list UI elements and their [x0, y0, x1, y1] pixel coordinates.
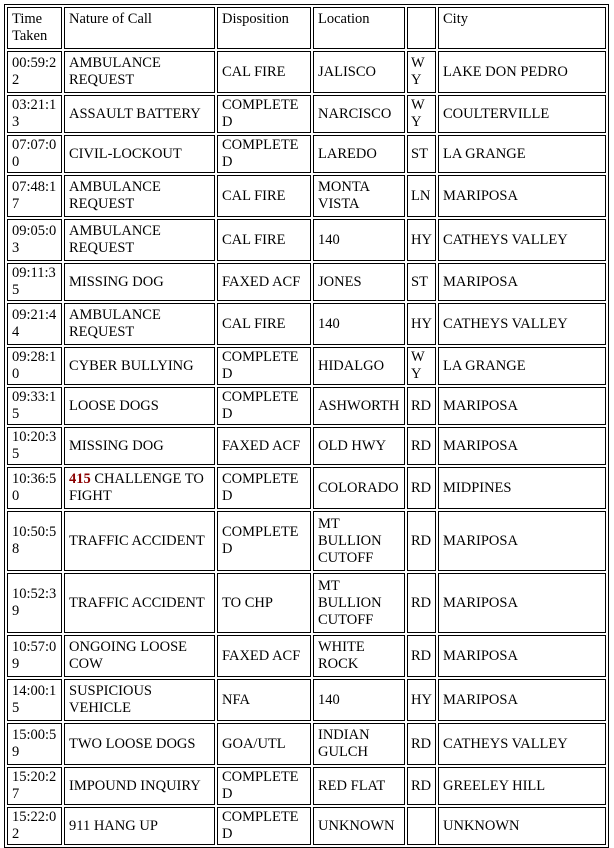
table-row	[7, 135, 606, 173]
nature-text: ASSAULT BATTERY	[69, 105, 201, 122]
cell-disposition: COMPLETED	[217, 95, 311, 133]
call-rows	[7, 51, 606, 845]
cell-street-suffix: LN	[407, 175, 436, 217]
nature-text: CIVIL-LOCKOUT	[69, 145, 182, 162]
cell-location: 140	[313, 219, 405, 261]
cell-disposition: FAXED ACF	[217, 427, 311, 465]
cell-location: WHITE ROCK	[313, 635, 405, 677]
cell-nature-of-call	[64, 175, 215, 217]
cell-nature-of-call	[64, 427, 215, 465]
cell-disposition: CAL FIRE	[217, 175, 311, 217]
cell-location: INDIAN GULCH	[313, 723, 405, 765]
cell-street-suffix: RD	[407, 635, 436, 677]
cell-location: 140	[313, 303, 405, 345]
cell-city: GREELEY HILL	[438, 767, 606, 805]
cell-disposition: TO CHP	[217, 573, 311, 633]
nature-text: MISSING DOG	[69, 273, 164, 290]
cell-city: COULTERVILLE	[438, 95, 606, 133]
cell-street-suffix: HY	[407, 679, 436, 721]
header-time: Time Taken	[7, 7, 62, 49]
cell-nature-of-call	[64, 807, 215, 845]
nature-text: TRAFFIC ACCIDENT	[69, 594, 205, 611]
cell-location: HIDALGO	[313, 347, 405, 385]
table-row	[7, 219, 606, 261]
cell-city: LAKE DON PEDRO	[438, 51, 606, 93]
cell-street-suffix: RD	[407, 573, 436, 633]
cell-nature-of-call	[64, 303, 215, 345]
cell-time: 07:07:00	[7, 135, 62, 173]
cell-time: 07:48:17	[7, 175, 62, 217]
cell-city: UNKNOWN	[438, 807, 606, 845]
cell-location: NARCISCO	[313, 95, 405, 133]
cell-street-suffix: RD	[407, 767, 436, 805]
cell-street-suffix: WY	[407, 347, 436, 385]
cell-nature-of-call	[64, 767, 215, 805]
nature-text: AMBULANCE REQUEST	[69, 223, 161, 256]
nature-text: AMBULANCE REQUEST	[69, 179, 161, 212]
cell-nature-of-call	[64, 467, 215, 509]
cell-nature-of-call	[64, 135, 215, 173]
cell-city: MARIPOSA	[438, 679, 606, 721]
cell-time: 15:00:59	[7, 723, 62, 765]
call-code: 415	[69, 471, 91, 487]
cell-time: 09:28:10	[7, 347, 62, 385]
cell-disposition: CAL FIRE	[217, 303, 311, 345]
nature-text: ONGOING LOOSE COW	[69, 639, 188, 672]
table-row	[7, 467, 606, 509]
nature-text: TRAFFIC ACCIDENT	[69, 532, 205, 549]
nature-text: IMPOUND INQUIRY	[69, 777, 201, 794]
cell-street-suffix: ST	[407, 135, 436, 173]
cell-disposition: FAXED ACF	[217, 635, 311, 677]
header-row	[7, 7, 606, 49]
table-row	[7, 263, 606, 301]
cell-disposition: NFA	[217, 679, 311, 721]
nature-text: LOOSE DOGS	[69, 397, 159, 414]
cell-nature-of-call	[64, 387, 215, 425]
cell-location: MT BULLION CUTOFF	[313, 511, 405, 571]
cell-street-suffix: WY	[407, 95, 436, 133]
cell-disposition: COMPLETED	[217, 767, 311, 805]
header-nature-of-call: Nature of Call	[64, 7, 215, 49]
table-row	[7, 511, 606, 571]
cell-street-suffix: WY	[407, 51, 436, 93]
cell-nature-of-call	[64, 219, 215, 261]
nature-text: SUSPICIOUS VEHICLE	[69, 683, 152, 716]
table-row	[7, 175, 606, 217]
cell-location: RED FLAT	[313, 767, 405, 805]
cell-city: CATHEYS VALLEY	[438, 303, 606, 345]
cell-city: MARIPOSA	[438, 635, 606, 677]
cell-city: MARIPOSA	[438, 175, 606, 217]
cell-nature-of-call	[64, 723, 215, 765]
cell-disposition: COMPLETED	[217, 135, 311, 173]
cell-location: LAREDO	[313, 135, 405, 173]
cell-location: 140	[313, 679, 405, 721]
cell-location: JONES	[313, 263, 405, 301]
cell-street-suffix	[407, 807, 436, 845]
cell-city: MARIPOSA	[438, 387, 606, 425]
header-location: Location	[313, 7, 405, 49]
cell-street-suffix: RD	[407, 723, 436, 765]
table-row	[7, 635, 606, 677]
table-row	[7, 387, 606, 425]
cell-nature-of-call	[64, 263, 215, 301]
cell-city: MIDPINES	[438, 467, 606, 509]
nature-text: CYBER BULLYING	[69, 357, 194, 374]
cell-time: 09:33:15	[7, 387, 62, 425]
cell-time: 14:00:15	[7, 679, 62, 721]
nature-text: AMBULANCE REQUEST	[69, 55, 161, 88]
nature-text: CHALLENGE TO FIGHT	[69, 471, 204, 504]
cell-time: 10:52:39	[7, 573, 62, 633]
header-street-suffix	[407, 7, 436, 49]
cell-disposition: CAL FIRE	[217, 51, 311, 93]
cell-city: CATHEYS VALLEY	[438, 723, 606, 765]
cell-time: 10:57:09	[7, 635, 62, 677]
cell-disposition: COMPLETED	[217, 467, 311, 509]
cell-city: MARIPOSA	[438, 263, 606, 301]
cell-disposition: FAXED ACF	[217, 263, 311, 301]
cell-city: LA GRANGE	[438, 135, 606, 173]
cell-time: 15:22:02	[7, 807, 62, 845]
cell-location: MT BULLION CUTOFF	[313, 573, 405, 633]
cell-time: 10:50:58	[7, 511, 62, 571]
table-row	[7, 347, 606, 385]
cell-street-suffix: ST	[407, 263, 436, 301]
cell-city: LA GRANGE	[438, 347, 606, 385]
cell-location: ASHWORTH	[313, 387, 405, 425]
cell-time: 09:11:35	[7, 263, 62, 301]
nature-text: 911 HANG UP	[69, 817, 158, 834]
table-row	[7, 723, 606, 765]
cell-nature-of-call	[64, 679, 215, 721]
cell-street-suffix: RD	[407, 387, 436, 425]
table-row	[7, 303, 606, 345]
table-row	[7, 807, 606, 845]
cell-city: MARIPOSA	[438, 427, 606, 465]
cell-location: JALISCO	[313, 51, 405, 93]
table-row	[7, 95, 606, 133]
cell-street-suffix: RD	[407, 467, 436, 509]
nature-text: AMBULANCE REQUEST	[69, 307, 161, 340]
cell-disposition: COMPLETED	[217, 511, 311, 571]
cell-time: 09:05:03	[7, 219, 62, 261]
cell-nature-of-call	[64, 95, 215, 133]
call-log-table	[4, 4, 609, 848]
cell-street-suffix: HY	[407, 219, 436, 261]
cell-city: MARIPOSA	[438, 511, 606, 571]
table-row	[7, 679, 606, 721]
nature-text: MISSING DOG	[69, 437, 164, 454]
cell-time: 10:36:50	[7, 467, 62, 509]
cell-city: MARIPOSA	[438, 573, 606, 633]
cell-nature-of-call	[64, 573, 215, 633]
cell-time: 15:20:27	[7, 767, 62, 805]
cell-nature-of-call	[64, 51, 215, 93]
table-row	[7, 427, 606, 465]
cell-time: 00:59:22	[7, 51, 62, 93]
table-row	[7, 573, 606, 633]
cell-disposition: COMPLETED	[217, 347, 311, 385]
cell-disposition: COMPLETED	[217, 387, 311, 425]
header-city: City	[438, 7, 606, 49]
cell-disposition: GOA/UTL	[217, 723, 311, 765]
cell-street-suffix: HY	[407, 303, 436, 345]
cell-disposition: COMPLETED	[217, 807, 311, 845]
cell-city: CATHEYS VALLEY	[438, 219, 606, 261]
header-disposition: Disposition	[217, 7, 311, 49]
cell-street-suffix: RD	[407, 511, 436, 571]
cell-location: COLORADO	[313, 467, 405, 509]
cell-time: 09:21:44	[7, 303, 62, 345]
cell-nature-of-call	[64, 511, 215, 571]
cell-nature-of-call	[64, 635, 215, 677]
cell-disposition: CAL FIRE	[217, 219, 311, 261]
table-row	[7, 767, 606, 805]
cell-nature-of-call	[64, 347, 215, 385]
cell-street-suffix: RD	[407, 427, 436, 465]
cell-time: 10:20:35	[7, 427, 62, 465]
cell-location: MONTA VISTA	[313, 175, 405, 217]
table-row	[7, 51, 606, 93]
cell-time: 03:21:13	[7, 95, 62, 133]
cell-location: OLD HWY	[313, 427, 405, 465]
cell-location: UNKNOWN	[313, 807, 405, 845]
nature-text: TWO LOOSE DOGS	[69, 735, 196, 752]
